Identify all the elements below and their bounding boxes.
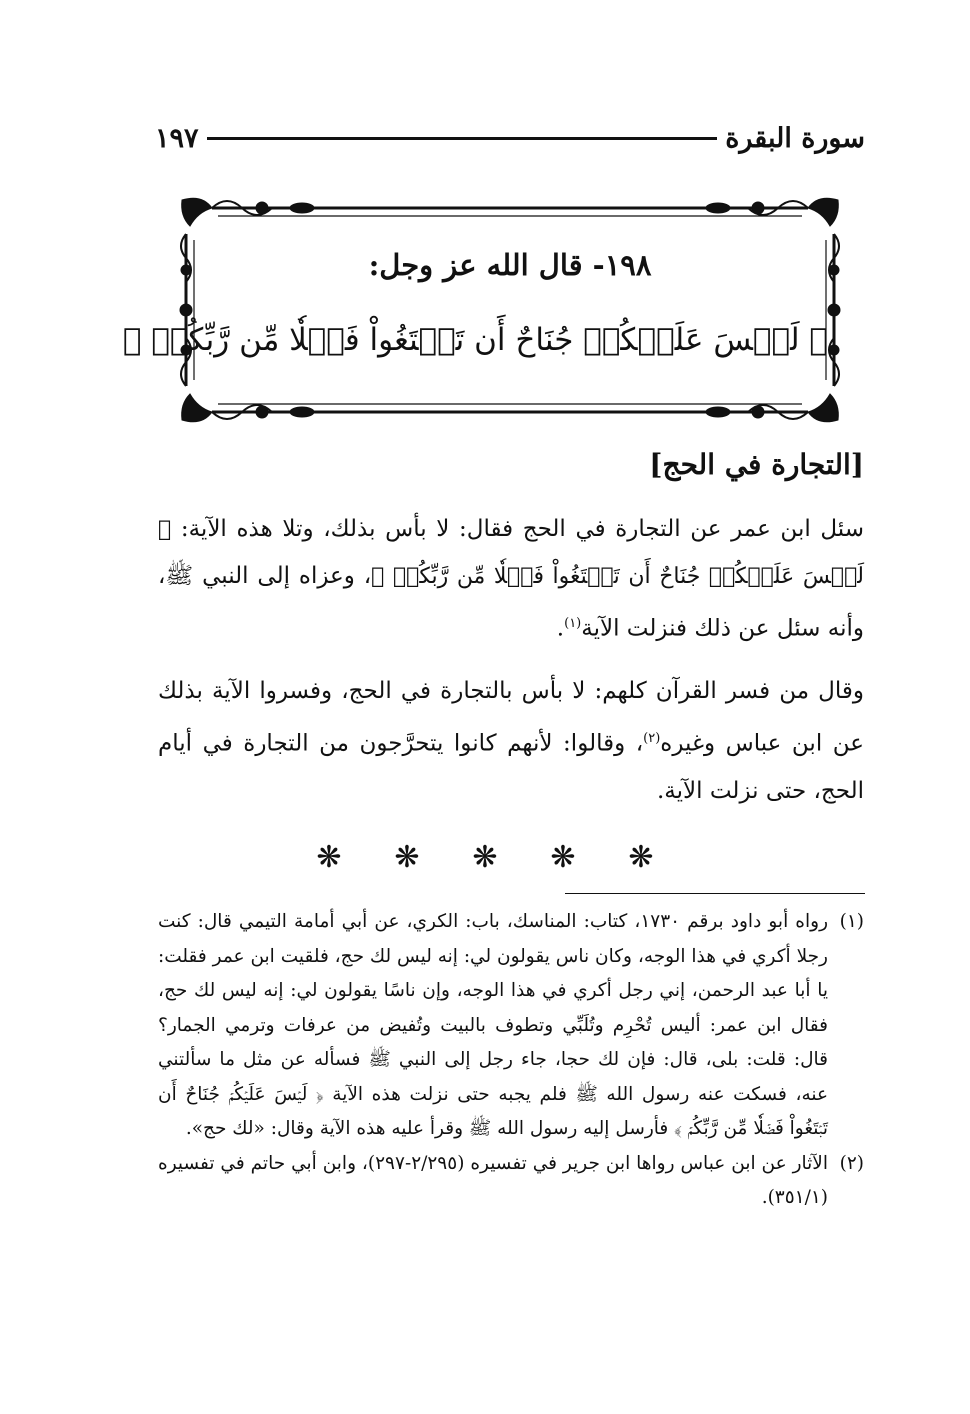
footnote-verse: ﴿ لَيۡسَ عَلَيۡكُمۡ جُنَاحٌ أَن تَبۡتَغُواْ فَضۡلٗا مِّن رَّبِّكُمۡ ﴾ [158, 1083, 828, 1139]
quran-verse: ﴿ لَيۡسَ عَلَيۡكُمۡ جُنَاحٌ أَن تَبۡتَغُواْ فَضۡلٗا مِّن رَّبِّكُمۡ ﴾ [122, 322, 828, 358]
inline-quran-verse: ﴿ لَيۡسَ عَلَيۡكُمۡ جُنَاحٌ أَن تَبۡتَغُواْ فَضۡلٗا مِّن رَّبِّكُمۡ ﴾ [158, 517, 865, 589]
page-number: ١٩٧ [155, 122, 199, 154]
footnote-1 [158, 905, 864, 1147]
footnote-body [158, 905, 828, 1147]
paragraph-1-text-c: . [556, 615, 565, 642]
header-rule [207, 137, 718, 140]
footnotes [158, 905, 864, 1216]
paragraph-1-text-b: ، وعزاه إلى النبي ﷺ، وأنه سئل عن ذلك فنزلت الآية [158, 563, 864, 642]
footnote-number: (١) [839, 911, 864, 932]
paragraph-2-text-b: ، وقالوا: لأنهم كانوا يتحرَّجون من التجارة في أيام الحج، حتى نزلت الآية. [158, 730, 864, 804]
footnote-rule [565, 893, 865, 894]
surah-title: سورة البقرة [725, 122, 865, 154]
section-separator [0, 840, 970, 875]
footnote-number: (٢) [839, 1152, 864, 1174]
footnote-body [158, 1147, 828, 1216]
paragraph-1-text-a: سئل ابن عمر عن التجارة في الحج فقال: لا بأس بذلك، وتلا هذه الآية: [171, 516, 864, 542]
footnote-text-b: فأرسل إليه رسول الله ﷺ وقرأ عليه هذه الآية وقال: «لك حج». [185, 1118, 675, 1139]
separator-star-icon: ❋ [394, 840, 420, 875]
separator-star-icon: ❋ [472, 840, 498, 875]
footnote-ref-2: (٢) [643, 731, 661, 746]
running-header [155, 118, 865, 158]
paragraph-2 [158, 668, 864, 815]
separator-star-icon: ❋ [628, 840, 654, 875]
ornamental-frame [122, 190, 848, 430]
separator-star-icon: ❋ [316, 840, 342, 875]
ornamental-border-icon [122, 190, 848, 430]
section-title: [التجارة في الحج] [649, 448, 864, 481]
verse-heading: ١٩٨- قال الله عز وجل: [368, 248, 652, 282]
footnote-text-a: الآثار عن ابن عباس رواها ابن جرير في تفسيره (٢/٢٩٥-٢٩٧)، وابن أبي حاتم في تفسيره (٣٥١/١). [158, 1152, 828, 1208]
separator-star-icon: ❋ [550, 840, 576, 875]
paragraph-2-text-a: وقال من فسر القرآن كلهم: لا بأس بالتجارة في الحج، وفسروا الآية بذلك عن ابن عباس وغيره [158, 678, 864, 757]
footnote-ref-1: (١) [564, 616, 582, 631]
footnote-text-a: رواه أبو داود برقم ١٧٣٠، كتاب: المناسك، باب: الكري، عن أبي أمامة التيمي قال: كنت رجلا أكري في هذا الوجه، وكان ناس يقولون لي: إنه ليس لك حج، فلقيت ابن عمر فقلت: يا أبا عبد الرحمن، إني رجل أكري في هذا الوجه، وإن ناسًا يقولون لي: إنه ليس لك حج، فقال ابن عمر: أليس تُحْرِم وتُلَبِّي وتطوف بالبيت وتُفيض من عرفات وترمي الجمار؟ قال: قلت: بلى، قال: فإن لك حجا، جاء رجل إلى النبي ﷺ فسأله عن مثل ما سألتني عنه، فسكت عنه رسول الله ﷺ فلم يجبه حتى نزلت هذه الآية [158, 911, 828, 1105]
paragraph-1 [158, 506, 864, 653]
footnote-2 [158, 1147, 864, 1216]
